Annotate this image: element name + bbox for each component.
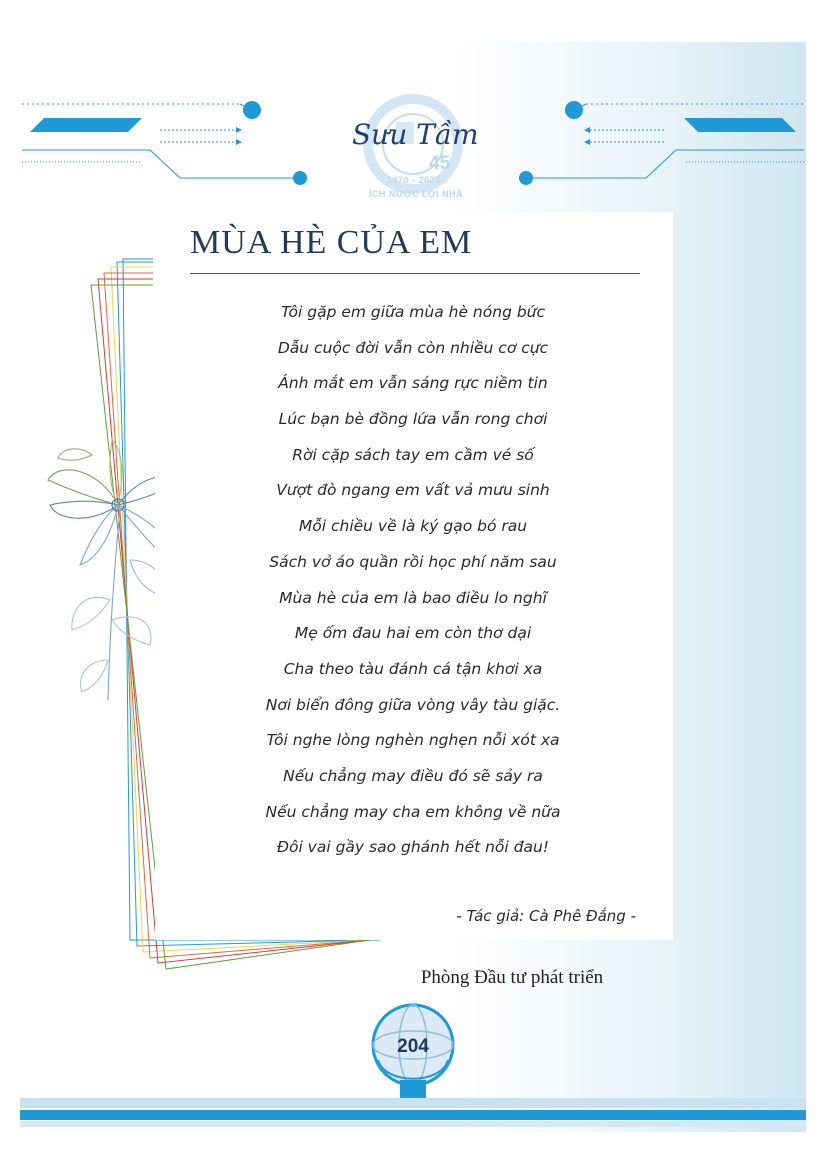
verse-line: Mùa hè của em là bao điều lo nghĩ: [279, 588, 547, 607]
footer-band-soft: [20, 1121, 806, 1127]
poem-verses: [160, 297, 666, 868]
circuit-node-left-top: [243, 101, 261, 119]
department-name: Phòng Đầu tư phát triển: [420, 967, 604, 988]
verse-line: Vượt đò ngang em vất vả mưu sinh: [276, 481, 550, 500]
verse-line: Rời cặp sách tay em cầm vé số: [292, 445, 534, 464]
poem-author: - Tác giả: Cà Phê Đắng -: [456, 907, 636, 925]
badge-range: 1978 - 2023: [387, 175, 441, 185]
verse-line: Nếu chẳng may cha em không về nữa: [265, 802, 561, 821]
footer-band-light: [20, 1098, 806, 1108]
title-divider: [190, 273, 640, 274]
verse-line: Ánh mắt em vẫn sáng rực niềm tin: [278, 374, 548, 393]
verse-line: Lúc bạn bè đồng lứa vẫn rong chơi: [278, 410, 548, 429]
circuit-node-right-top: [565, 101, 583, 119]
header-script-title: Sưu Tầm: [352, 118, 479, 151]
verse-line: Nếu chẳng may điều đó sẽ sảy ra: [283, 766, 543, 785]
verse-line: Nơi biển đông giữa vòng vây tàu giặc.: [265, 695, 561, 714]
badge-motto: ÍCH NƯỚC LỢI NHÀ: [368, 189, 464, 199]
verse-line: Mỗi chiều về là ký gạo bó rau: [298, 517, 528, 536]
verse-line: Sách vở áo quần rồi học phí năm sau: [269, 552, 557, 571]
verse-line: Cha theo tàu đánh cá tận khơi xa: [283, 659, 543, 678]
footer-band-accent: [20, 1110, 806, 1120]
verse-line: Dẫu cuộc đời vẫn còn nhiều cơ cực: [277, 338, 549, 357]
verse-line: Đôi vai gầy sao ghánh hết nỗi đau!: [276, 838, 550, 857]
verse-line: Tôi gặp em giữa mùa hè nóng bức: [280, 303, 546, 321]
page-number: 204: [397, 1036, 429, 1057]
verse-line: Mẹ ốm đau hai em còn thơ dại: [294, 624, 532, 643]
badge-years: 45: [429, 153, 451, 174]
circuit-node-left-bottom: [293, 171, 307, 185]
circuit-node-right-bottom: [519, 171, 533, 185]
poem-title: MÙA HÈ CỦA EM: [190, 224, 473, 261]
verse-line: Tôi nghe lòng nghèn nghẹn nỗi xót xa: [266, 731, 560, 750]
